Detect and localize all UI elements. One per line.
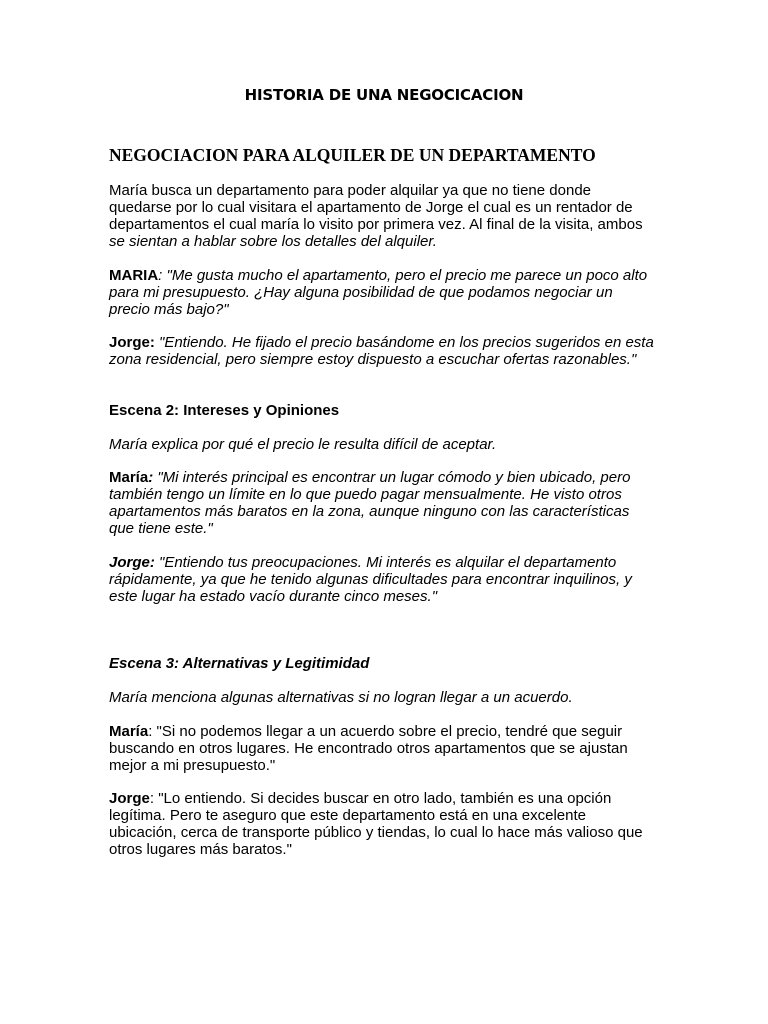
speaker-name: Jorge (109, 790, 150, 807)
dialogue-jorge-2 (109, 554, 657, 605)
dialogue-jorge-1 (109, 334, 657, 368)
scene-2-description: María explica por qué el precio le resulta difícil de aceptar. (109, 436, 497, 453)
speaker-name: Jorge: (109, 334, 155, 351)
intro-paragraph (109, 182, 657, 250)
dialogue-quote: "Entiendo tus preocupaciones. Mi interés es alquilar el departamento rápidamente, ya que he tenido algunas dificultades para encontrar inquilinos, y este lugar ha estado vacío durante cinco meses." (109, 554, 632, 605)
speaker-name: Jorge: (109, 554, 155, 571)
document-subtitle: NEGOCIACION PARA ALQUILER DE UN DEPARTAMENTO (109, 145, 596, 165)
intro-text: María busca un departamento para poder alquilar ya que no tiene donde quedarse por lo cual visitara el apartamento de Jorge el cual es un rentador de departamentos el cual maría lo visito por primera vez. Al final de la visita, ambos (109, 182, 643, 233)
speaker-colon: : (158, 267, 163, 284)
dialogue-jorge-3 (109, 790, 657, 858)
dialogue-quote: "Me gusta mucho el apartamento, pero el precio me parece un poco alto para mi presupuesto. ¿Hay alguna posibilidad de que podamos negociar un precio más bajo?" (109, 267, 648, 318)
speaker-name: María (109, 723, 149, 740)
dialogue-maria-1 (109, 267, 657, 318)
dialogue-quote: : "Lo entiendo. Si decides buscar en otro lado, también es una opción legítima. Pero te aseguro que este departamento está en una excelente ubicación, cerca de transporte público y tiendas, lo cual lo hace más valioso que otros lugares más baratos." (109, 790, 643, 858)
intro-italic-text: se sientan a hablar sobre los detalles del alquiler. (109, 233, 437, 250)
dialogue-quote: "Mi interés principal es encontrar un lugar cómodo y bien ubicado, pero también tengo un límite en lo que puedo pagar mensualmente. He visto otros apartamentos más baratos en la zona, aunque ninguno con las características que tiene este." (109, 469, 631, 537)
dialogue-maria-2 (109, 469, 657, 537)
dialogue-quote: : "Si no podemos llegar a un acuerdo sobre el precio, tendré que seguir buscando en otros lugares. He encontrado otros apartamentos que se ajustan mejor a mi presupuesto." (109, 723, 628, 774)
speaker-name: María (109, 469, 149, 486)
speaker-colon: : (148, 469, 154, 486)
scene-3-description: María menciona algunas alternativas si no logran llegar a un acuerdo. (109, 689, 573, 706)
dialogue-maria-3 (109, 723, 657, 774)
dialogue-quote: "Entiendo. He fijado el precio basándome en los precios sugeridos en esta zona residencial, pero siempre estoy dispuesto a escuchar ofertas razonables." (109, 334, 654, 368)
scene-2-heading: Escena 2: Intereses y Opiniones (109, 402, 340, 419)
document-title: HISTORIA DE UNA NEGOCICACION (244, 86, 524, 104)
scene-3-heading: Escena 3: Alternativas y Legitimidad (109, 655, 370, 672)
speaker-name: MARIA (109, 267, 159, 284)
